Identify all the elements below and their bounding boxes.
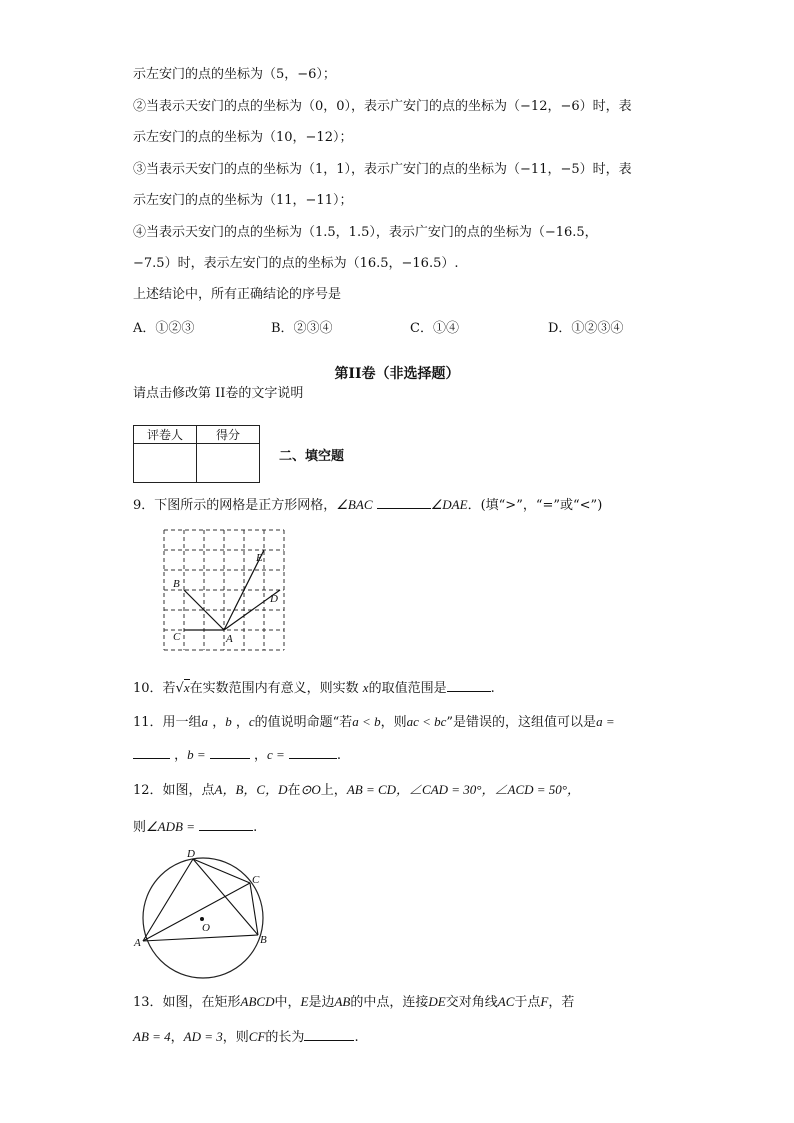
q12-line-2 (133, 817, 257, 836)
q8-option-b[interactable]: B．②③④ (271, 321, 333, 336)
q12-then: 则 (133, 820, 147, 835)
q12-points: A，B，C，D (214, 782, 288, 797)
q13-e: E (300, 994, 309, 1009)
q13-e2: 交对角线 (445, 995, 498, 1010)
q12-prefix: 12．如图，点 (133, 783, 215, 798)
q8-option-c[interactable]: C．①④ (410, 321, 459, 336)
q10-radicand: x (183, 680, 190, 695)
q11-b: b (225, 714, 232, 729)
chord-ac (143, 883, 250, 941)
q13-ab-val: AB = 4 (133, 1029, 171, 1044)
q9-text (133, 495, 602, 514)
q11-c: c (248, 714, 255, 729)
q11-comma-1: ， (212, 715, 226, 730)
q13-ad-val: AD = 3 (183, 1029, 223, 1044)
grader-cell[interactable] (134, 444, 197, 483)
q8-line-2: ②当表示天安门的点的坐标为（0，0），表示广安门的点的坐标为（−12，−6）时，表 (133, 99, 632, 114)
q13-period: . (354, 1030, 359, 1045)
grader-header: 评卷人 (134, 426, 197, 444)
q8-line-8: 上述结论中，所有正确结论的序号是 (133, 287, 342, 302)
label-a: A (226, 633, 233, 645)
q11-line-2 (133, 745, 341, 764)
q13-point-f: F (540, 994, 549, 1009)
q13-d: 的中点，连接 (350, 995, 429, 1010)
q9-suffix: ．(填“>”，“=”或“<”) (467, 498, 603, 513)
q11-mid: 的值说明命题“若 (254, 715, 353, 730)
q13-rect: ABCD (240, 994, 275, 1009)
q9-answer-blank[interactable] (377, 495, 431, 509)
q13-line-1 (133, 994, 574, 1011)
q13-b: 中， (274, 995, 301, 1010)
q13-f: 于点 (514, 995, 541, 1010)
q10-answer-blank[interactable] (447, 678, 491, 692)
q10-suffix: 的取值范围是 (368, 681, 447, 696)
q10-prefix: 10．若 (133, 681, 176, 696)
q13-ac: AC (497, 994, 515, 1009)
label-c: C (173, 631, 181, 643)
q8-line-6: ④当表示天安门的点的坐标为（1.5，1.5），表示广安门的点的坐标为（−16.5， (133, 225, 598, 240)
section-title: 第II卷（非选择题） (334, 366, 460, 382)
sqrt-sign: √ (175, 681, 184, 696)
q11-conclusion: ac < bc (406, 714, 447, 729)
score-table (133, 425, 260, 483)
q11-b-eq: b = (187, 747, 206, 762)
q10-var: x (362, 680, 369, 695)
label-o: O (202, 922, 210, 934)
q11-comma-4: ， (253, 748, 267, 763)
q13-cf: CF (248, 1029, 266, 1044)
q11-mid3: ”是错误的，这组值可以是 (446, 715, 597, 730)
q8-line-1: 示左安门的点的坐标为（5，−6）； (133, 67, 336, 82)
q12-circle: ⊙O (300, 782, 321, 797)
q13-c: 是边 (308, 995, 335, 1010)
q11-b-blank[interactable] (210, 745, 250, 759)
q9-grid-figure (160, 527, 290, 655)
q11-line-1 (133, 714, 615, 731)
q9-angle-bac: ∠BAC (336, 497, 373, 512)
part-label: 二、填空题 (279, 449, 345, 464)
q13-answer-blank[interactable] (304, 1027, 354, 1041)
label-e: E (256, 552, 263, 564)
q8-line-5: 示左安门的点的坐标为（11，−11）； (133, 193, 353, 208)
q11-prefix: 11．用一组 (133, 715, 202, 730)
q12-angles: ，∠CAD = 30°，∠ACD = 50°， (396, 782, 580, 797)
q13-a: 13．如图，在矩形 (133, 995, 241, 1010)
q12-answer-blank[interactable] (199, 817, 253, 831)
q12-circle-figure (130, 845, 280, 980)
q8-line-3: 示左安门的点的坐标为（10，−12）； (133, 130, 353, 145)
q11-a: a (201, 714, 209, 729)
score-header: 得分 (197, 426, 260, 444)
q12-arcs: AB = CD (346, 782, 397, 797)
q12-line-1 (133, 782, 580, 799)
q13-line-2: AB = 4，AD = 3，则CF的长为 . (133, 1029, 359, 1045)
label-b: B (173, 578, 180, 590)
q12-on: 在 (287, 783, 301, 798)
q12-ask: ∠ADB = (146, 819, 195, 834)
q11-c-blank[interactable] (289, 745, 337, 759)
label-b: B (260, 934, 267, 946)
q11-condition: a < b (352, 714, 381, 729)
q9-prefix: 9．下图所示的网格是正方形网格， (133, 498, 337, 513)
q10-middle: 在实数范围内有意义，则实数 (189, 681, 359, 696)
label-d: D (270, 593, 278, 605)
q13-ab: AB (334, 994, 351, 1009)
q11-mid2: ，则 (380, 715, 407, 730)
q8-option-d[interactable]: D．①②③④ (548, 321, 624, 336)
label-a: A (134, 937, 141, 949)
q9-angle-dae: ∠DAE (430, 497, 468, 512)
chord-ad (143, 859, 193, 941)
q8-line-7: −7.5）时，表示左安门的点的坐标为（16.5，−16.5）. (133, 256, 459, 271)
center-o (200, 917, 204, 921)
q13-then: ，则 (222, 1030, 249, 1045)
q12-end: . (253, 820, 258, 835)
q8-line-4: ③当表示天安门的点的坐标为（1，1），表示广安门的点的坐标为（−11，−5）时，表 (133, 162, 632, 177)
section-note[interactable]: 请点击修改第 II卷的文字说明 (133, 386, 304, 401)
q12-on2: 上， (320, 783, 347, 798)
q11-a-eq: a = (596, 714, 615, 729)
q11-end: . (336, 748, 342, 763)
q11-c-eq: c = (266, 747, 285, 762)
q8-option-a[interactable]: A．①②③ (133, 321, 195, 336)
chord-dc (193, 859, 250, 883)
label-d: D (187, 848, 195, 860)
q13-g: ，若 (548, 995, 575, 1010)
q10-end: . (490, 681, 495, 696)
chord-ab (143, 935, 258, 941)
q13-end: 的长为 (265, 1030, 305, 1045)
q11-a-blank[interactable] (133, 745, 170, 759)
score-cell[interactable] (197, 444, 260, 483)
q11-comma-3: ， (174, 748, 188, 763)
q10-text (133, 678, 495, 697)
q11-comma-2: ， (235, 715, 249, 730)
label-c: C (252, 874, 260, 886)
q13-de: DE (428, 994, 446, 1009)
